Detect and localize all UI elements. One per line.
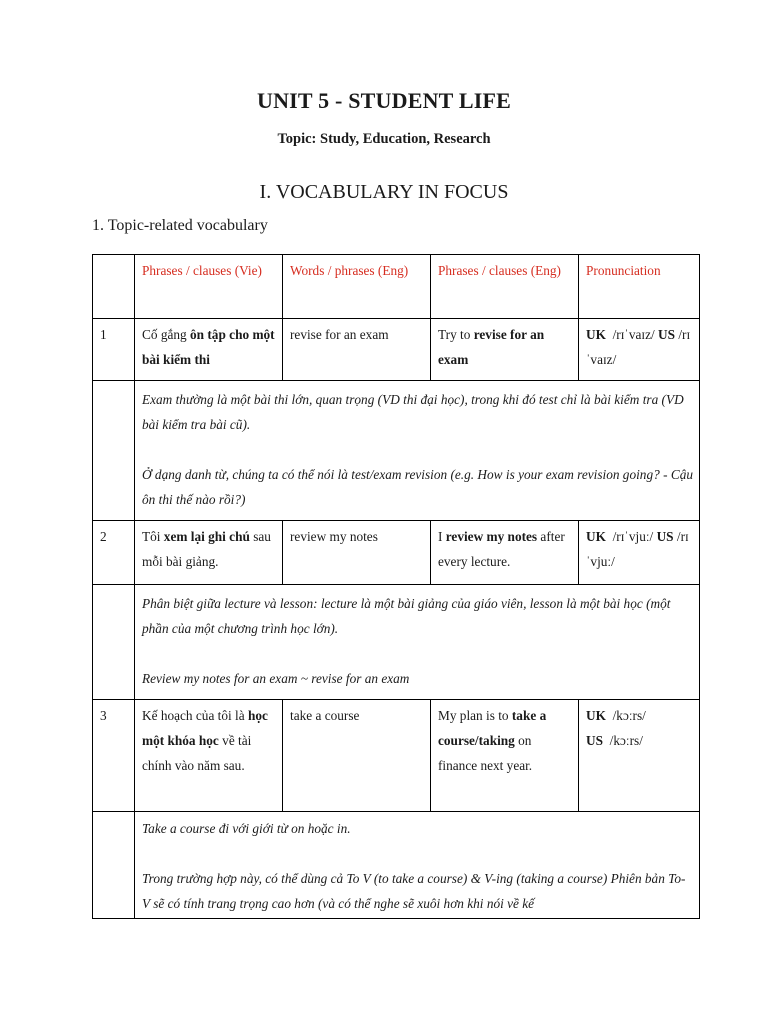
eng-word-cell: revise for an exam xyxy=(283,319,431,381)
header-eng-phrases: Phrases / clauses (Eng) xyxy=(431,255,579,319)
vie-phrase-cell xyxy=(135,521,283,585)
note-paragraph: Phân biệt giữa lecture và lesson: lecture là một bài giảng của giáo viên, lesson là một bài học (một phần của một chương trình học lớn). xyxy=(142,596,671,636)
uk-ipa: /kɔːrs/ xyxy=(612,708,646,723)
note-paragraph: Review my notes for an exam ~ revise for an exam xyxy=(142,671,410,686)
header-pronunciation: Pronunciation xyxy=(579,255,700,319)
pronunciation-cell xyxy=(579,521,700,585)
pronunciation-cell xyxy=(579,700,700,812)
eng-text-end: on finance next year. xyxy=(438,733,533,773)
eng-highlight: review my notes xyxy=(445,529,538,544)
vocabulary-table xyxy=(92,254,700,919)
eng-word-cell: take a course xyxy=(283,700,431,812)
eng-text-end: after every lecture. xyxy=(438,529,565,569)
note-paragraph: Ở dạng danh từ, chúng ta có thể nói là test/exam revision (e.g. How is your exam revision going? - Cậu ôn thi thế nào rồi?) xyxy=(142,467,693,507)
us-ipa: /kɔːrs/ xyxy=(609,733,643,748)
note-paragraph: Trong trường hợp này, có thể dùng cả To V (to take a course) & V-ing (taking a course) Phiên bản To-V sẽ có tính trang trọng cao hơn (và có thể nghe sẽ xuôi hơn khi nói về kế xyxy=(142,871,686,911)
row-number: 3 xyxy=(93,700,135,812)
us-label: US xyxy=(658,327,676,342)
note-paragraph: Take a course đi với giới từ on hoặc in. xyxy=(142,821,351,836)
pronunciation-cell xyxy=(579,319,700,381)
note-spacer-cell xyxy=(93,381,135,521)
eng-text: Try to xyxy=(438,327,474,342)
note-row xyxy=(93,585,700,700)
topic-line: Topic: Study, Education, Research xyxy=(277,131,491,147)
header-vie-phrases: Phrases / clauses (Vie) xyxy=(135,255,283,319)
note-spacer-cell xyxy=(93,812,135,919)
uk-label: UK xyxy=(586,327,606,342)
eng-phrase-cell xyxy=(431,521,579,585)
note-row xyxy=(93,812,700,919)
eng-highlight: revise for an exam xyxy=(438,327,545,367)
eng-phrase-cell xyxy=(431,319,579,381)
note-cell xyxy=(135,585,700,700)
vie-highlight: ôn tập cho một bài kiểm thi xyxy=(142,327,275,367)
section-heading: I. VOCABULARY IN FOCUS xyxy=(259,181,509,203)
header-eng-words: Words / phrases (Eng) xyxy=(283,255,431,319)
vie-text-end: sau mỗi bài giảng. xyxy=(142,529,271,569)
us-label: US xyxy=(656,529,674,544)
note-paragraph: Exam thường là một bài thi lớn, quan trọng (VD thi đại học), trong khi đó test chỉ là bài kiểm tra (VD bài kiểm tra bài cũ). xyxy=(142,392,684,432)
vie-highlight: xem lại ghi chú xyxy=(163,529,250,544)
vie-phrase-cell xyxy=(135,319,283,381)
eng-text: I xyxy=(438,529,446,544)
table-row xyxy=(93,319,700,381)
us-ipa: /rɪˈvaɪz/ xyxy=(586,327,691,367)
eng-word-cell: review my notes xyxy=(283,521,431,585)
eng-highlight: take a course/taking xyxy=(438,708,547,748)
vie-highlight: học một khóa học xyxy=(142,708,268,748)
eng-text: My plan is to xyxy=(438,708,512,723)
uk-ipa: /rɪˈvjuː/ xyxy=(612,529,654,544)
note-cell xyxy=(135,381,700,521)
uk-label: UK xyxy=(586,708,606,723)
row-number: 2 xyxy=(93,521,135,585)
vie-text-end: về tài chính vào năm sau. xyxy=(142,733,252,773)
row-number: 1 xyxy=(93,319,135,381)
note-spacer-cell xyxy=(93,585,135,700)
subsection-heading: 1. Topic-related vocabulary xyxy=(92,217,268,234)
table-header-row xyxy=(93,255,700,319)
eng-phrase-cell xyxy=(431,700,579,812)
header-number-cell xyxy=(93,255,135,319)
note-cell xyxy=(135,812,700,919)
page-title: UNIT 5 - STUDENT LIFE xyxy=(256,88,511,113)
note-row xyxy=(93,381,700,521)
vie-text: Tôi xyxy=(142,529,164,544)
us-label: US xyxy=(586,733,603,748)
uk-label: UK xyxy=(586,529,606,544)
table-row xyxy=(93,700,700,812)
table-row xyxy=(93,521,700,585)
vie-text: Kế hoạch của tôi là xyxy=(142,708,248,723)
vie-text: Cố gắng xyxy=(142,327,191,342)
us-ipa: /rɪˈvjuː/ xyxy=(586,529,689,569)
vie-phrase-cell xyxy=(135,700,283,812)
uk-ipa: /rɪˈvaɪz/ xyxy=(612,327,655,342)
